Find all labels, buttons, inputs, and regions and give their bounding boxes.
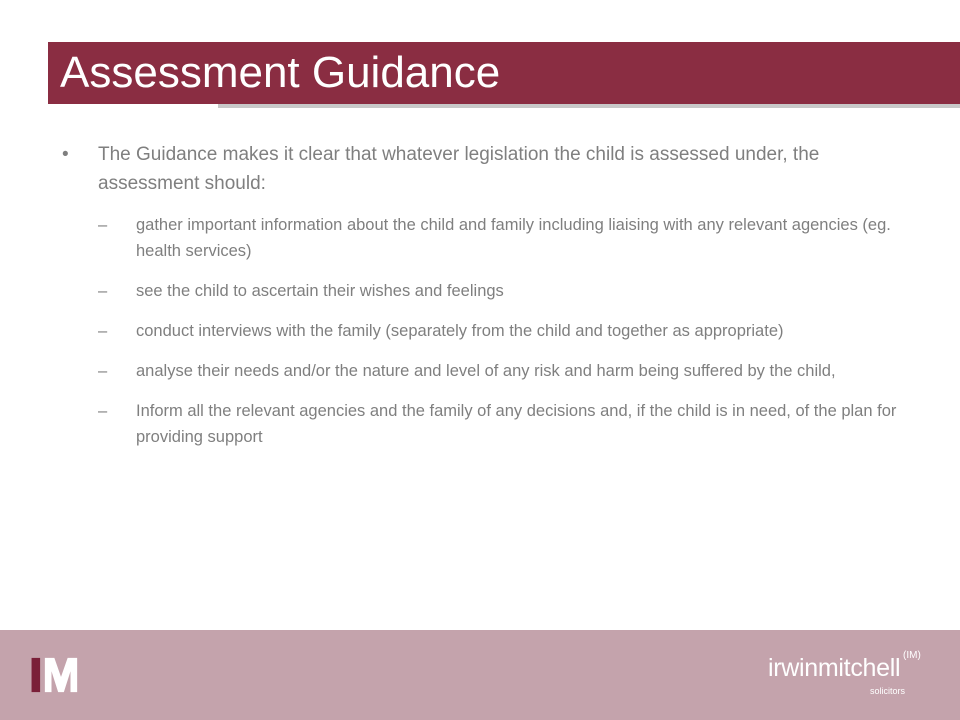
sub-item-text: Inform all the relevant agencies and the family of any decisions and, if the child is in need, of the plan for providing support <box>136 402 897 446</box>
bullet-marker: • <box>62 144 69 165</box>
dash-marker: – <box>98 282 108 300</box>
sub-item-text: conduct interviews with the family (separately from the child and together as appropriate) <box>136 322 784 340</box>
sub-item <box>98 212 910 264</box>
dash-marker: – <box>98 402 108 420</box>
sub-item-text: gather important information about the child and family including liaising with any relevant agencies (eg. health services) <box>136 216 891 260</box>
slide-title: Assessment Guidance <box>60 48 501 97</box>
sub-item <box>98 358 910 384</box>
title-underline <box>218 104 960 108</box>
brand-badge: (IM) <box>903 650 921 661</box>
brand-wordmark: irwinmitchell <box>768 654 901 682</box>
main-bullet-text: The Guidance makes it clear that whatever legislation the child is assessed under, the assessment should: <box>98 144 820 194</box>
dash-marker: – <box>98 362 108 380</box>
sub-item <box>98 398 910 450</box>
footer-band <box>0 630 960 720</box>
main-bullet <box>62 140 910 198</box>
sub-item-text: analyse their needs and/or the nature and level of any risk and harm being suffered by the child, <box>136 362 836 380</box>
slide-content <box>62 140 910 464</box>
brand-tagline: solicitors <box>870 686 906 696</box>
sub-item <box>98 278 910 304</box>
dash-marker: – <box>98 322 108 340</box>
sub-item-text: see the child to ascertain their wishes and feelings <box>136 282 504 300</box>
im-logo-icon <box>30 656 92 694</box>
sub-item <box>98 318 910 344</box>
dash-marker: – <box>98 216 108 234</box>
